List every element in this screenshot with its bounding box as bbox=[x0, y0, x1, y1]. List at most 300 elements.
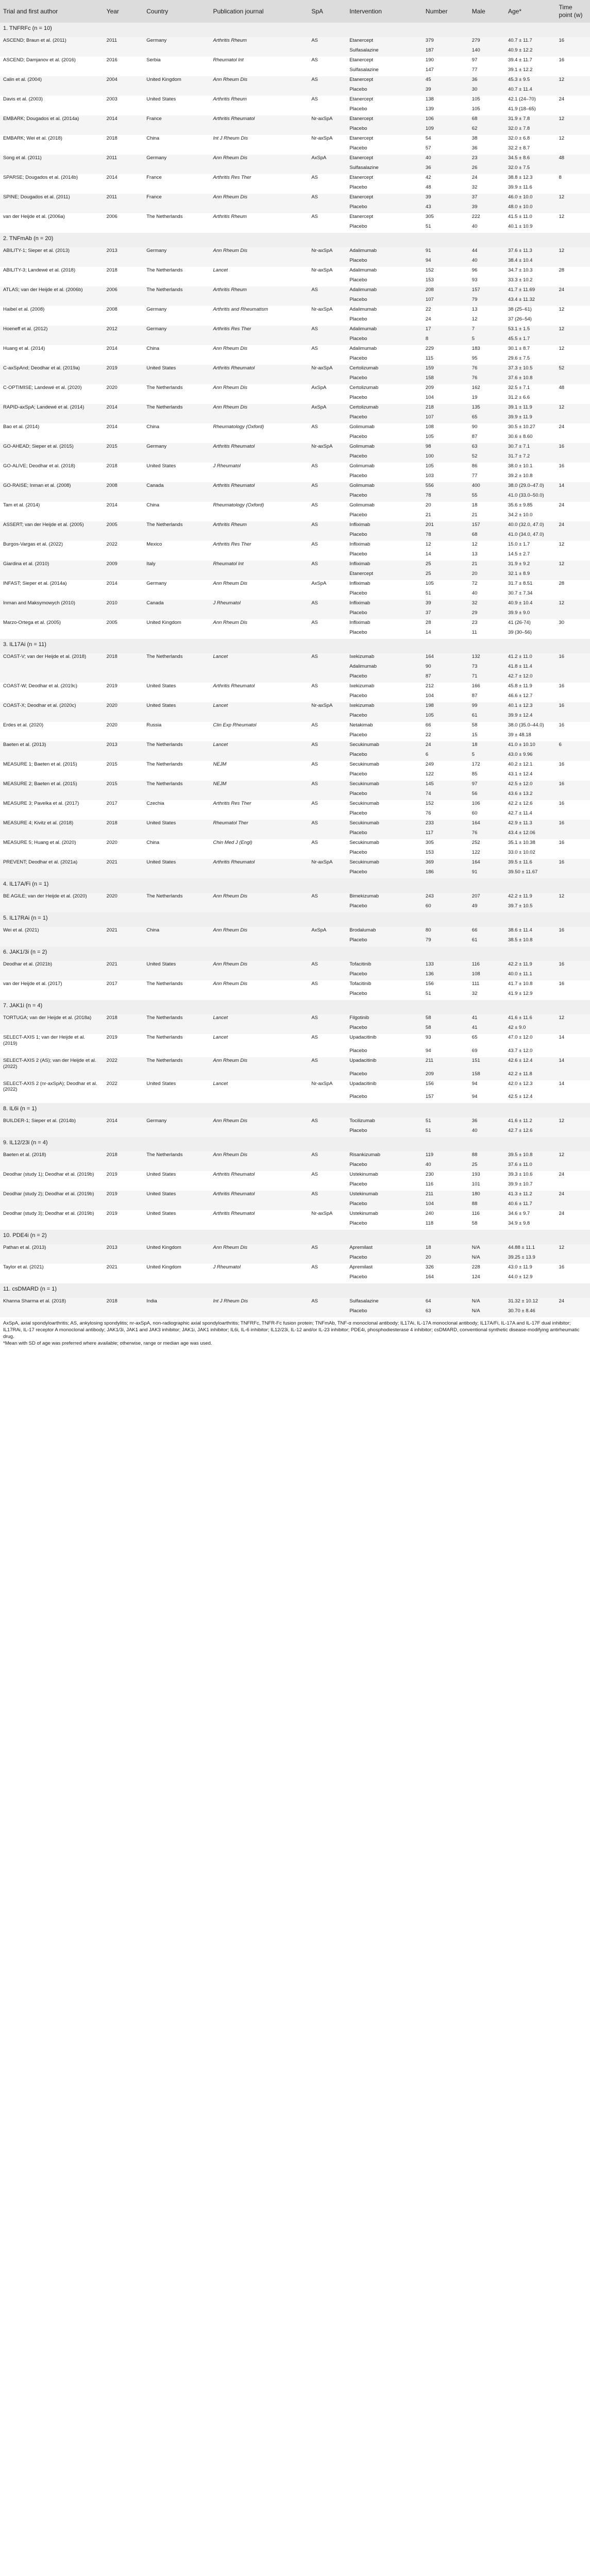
table-cell bbox=[0, 1308, 104, 1317]
table-cell: 88 bbox=[469, 1200, 505, 1210]
table-cell bbox=[210, 277, 309, 286]
table-cell: 211 bbox=[423, 1191, 469, 1200]
table-cell: AS bbox=[308, 423, 346, 433]
table-cell bbox=[555, 472, 590, 482]
table-cell: 2016 bbox=[104, 57, 144, 66]
table-cell: 39 bbox=[423, 194, 469, 204]
table-cell bbox=[143, 937, 210, 946]
table-cell: 2015 bbox=[104, 781, 144, 790]
table-cell: 97 bbox=[469, 57, 505, 66]
section-row bbox=[0, 1283, 590, 1298]
table-cell: The Netherlands bbox=[143, 781, 210, 790]
table-cell bbox=[308, 1181, 346, 1191]
table-cell: 32 bbox=[469, 990, 505, 1000]
table-cell: 140 bbox=[469, 47, 505, 57]
table-cell bbox=[308, 1254, 346, 1264]
table-cell: United States bbox=[143, 702, 210, 712]
table-cell bbox=[104, 1254, 144, 1264]
table-cell: Arthritis Rheumatol bbox=[210, 1210, 309, 1220]
table-cell: 116 bbox=[469, 961, 505, 971]
table-cell: 153 bbox=[423, 277, 469, 286]
table-cell: Placebo bbox=[346, 790, 423, 800]
table-cell bbox=[308, 204, 346, 213]
table-cell: 61 bbox=[469, 937, 505, 946]
table-cell bbox=[143, 810, 210, 820]
table-cell: Hoeneff et al. (2012) bbox=[0, 326, 104, 335]
table-cell: 36 bbox=[469, 1117, 505, 1127]
table-cell: China bbox=[143, 135, 210, 145]
table-cell bbox=[104, 204, 144, 213]
table-cell: ATLAS; van der Heijde et al. (2006b) bbox=[0, 286, 104, 296]
table-cell: 42.6 ± 12.4 bbox=[505, 1057, 555, 1071]
table-cell: 2021 bbox=[104, 1264, 144, 1274]
table-cell bbox=[210, 47, 309, 57]
table-cell: 40 bbox=[423, 155, 469, 164]
table-cell: Placebo bbox=[346, 1220, 423, 1230]
table-cell: 106 bbox=[469, 800, 505, 810]
table-cell: 41 bbox=[469, 1024, 505, 1034]
table-cell bbox=[555, 86, 590, 96]
table-cell bbox=[143, 869, 210, 878]
table-cell bbox=[210, 990, 309, 1000]
table-cell bbox=[308, 531, 346, 541]
table-cell bbox=[308, 551, 346, 561]
table-cell: AS bbox=[308, 619, 346, 629]
table-cell bbox=[143, 125, 210, 135]
table-cell bbox=[143, 492, 210, 502]
table-cell: Infliximab bbox=[346, 541, 423, 551]
section-title: 10. PDE4i (n = 2) bbox=[0, 1230, 590, 1244]
table-cell bbox=[210, 629, 309, 639]
table-cell: Clin Exp Rheumatol bbox=[210, 722, 309, 732]
table-cell: United States bbox=[143, 463, 210, 472]
table-cell: 41.6 ± 11.6 bbox=[505, 1014, 555, 1024]
table-cell bbox=[104, 590, 144, 600]
table-cell bbox=[143, 1093, 210, 1103]
table-cell: 12 bbox=[555, 1117, 590, 1127]
table-cell: 44 bbox=[469, 247, 505, 257]
table-cell: 12 bbox=[469, 316, 505, 326]
table-cell: 25 bbox=[423, 570, 469, 580]
table-cell: 124 bbox=[469, 1274, 505, 1283]
table-cell: 58 bbox=[469, 1220, 505, 1230]
table-cell bbox=[555, 335, 590, 345]
table-cell: Secukinumab bbox=[346, 761, 423, 771]
table-cell: N/A bbox=[469, 1254, 505, 1264]
table-cell bbox=[210, 355, 309, 365]
table-cell: Etanercept bbox=[346, 213, 423, 223]
table-cell: 20 bbox=[423, 502, 469, 512]
table-cell: 41.9 ± 12.9 bbox=[505, 990, 555, 1000]
table-cell: 379 bbox=[423, 37, 469, 47]
table-cell bbox=[0, 296, 104, 306]
table-cell: 12 bbox=[555, 404, 590, 414]
table-cell bbox=[210, 869, 309, 878]
table-cell bbox=[308, 971, 346, 980]
table-cell: 108 bbox=[469, 971, 505, 980]
table-cell: 12 bbox=[555, 1151, 590, 1161]
table-cell: AxSpA bbox=[308, 927, 346, 937]
table-cell: 43.1 ± 12.4 bbox=[505, 771, 555, 781]
table-cell: 2021 bbox=[104, 961, 144, 971]
table-cell bbox=[0, 1181, 104, 1191]
table-cell: Placebo bbox=[346, 829, 423, 839]
table-cell: Placebo bbox=[346, 1308, 423, 1317]
table-cell bbox=[143, 414, 210, 423]
table-cell bbox=[210, 1274, 309, 1283]
table-cell: AS bbox=[308, 600, 346, 609]
table-cell bbox=[0, 277, 104, 286]
section-title: 4. IL17A/Fi (n = 1) bbox=[0, 878, 590, 893]
section-row bbox=[0, 878, 590, 893]
table-cell: Etanercept bbox=[346, 155, 423, 164]
table-cell bbox=[210, 849, 309, 859]
table-cell: Ann Rheum Dis bbox=[210, 580, 309, 590]
table-cell: 39 bbox=[469, 204, 505, 213]
table-cell bbox=[555, 433, 590, 443]
table-cell: J Rheumatol bbox=[210, 463, 309, 472]
table-cell: The Netherlands bbox=[143, 1014, 210, 1024]
table-cell: Adalimumab bbox=[346, 286, 423, 296]
table-cell: 166 bbox=[469, 683, 505, 692]
table-cell: Arthritis Rheumatol bbox=[210, 115, 309, 125]
column-header: Number bbox=[423, 0, 469, 23]
table-cell: Nr-axSpA bbox=[308, 135, 346, 145]
table-cell: 49 bbox=[469, 903, 505, 912]
table-cell: The Netherlands bbox=[143, 1057, 210, 1071]
table-cell: 12 bbox=[555, 326, 590, 335]
table-cell bbox=[104, 1200, 144, 1210]
table-cell: Placebo bbox=[346, 184, 423, 194]
table-cell: 66 bbox=[423, 722, 469, 732]
table-cell bbox=[308, 394, 346, 404]
table-cell: 12 bbox=[555, 194, 590, 204]
table-cell: 40.2 ± 12.1 bbox=[505, 761, 555, 771]
table-cell bbox=[0, 204, 104, 213]
table-cell: 2020 bbox=[104, 702, 144, 712]
table-row bbox=[0, 174, 590, 184]
table-cell: 42.2 ± 12.6 bbox=[505, 800, 555, 810]
table-cell bbox=[308, 712, 346, 722]
table-cell bbox=[0, 257, 104, 267]
table-cell bbox=[555, 1220, 590, 1230]
table-cell: 109 bbox=[423, 125, 469, 135]
table-cell: France bbox=[143, 174, 210, 184]
table-cell bbox=[210, 184, 309, 194]
table-cell bbox=[143, 1308, 210, 1317]
section-row bbox=[0, 912, 590, 927]
table-cell: Arthritis Rheumatol bbox=[210, 859, 309, 869]
table-cell: Arthritis Rheum bbox=[210, 96, 309, 106]
table-cell: 12 bbox=[555, 247, 590, 257]
table-cell: Placebo bbox=[346, 394, 423, 404]
table-cell: 16 bbox=[555, 761, 590, 771]
table-row bbox=[0, 155, 590, 164]
table-cell: 41.0 ± 10.10 bbox=[505, 741, 555, 751]
table-cell: Arthritis Rheumatol bbox=[210, 683, 309, 692]
table-cell: Germany bbox=[143, 443, 210, 453]
table-cell: Germany bbox=[143, 155, 210, 164]
table-cell: Certolizumab bbox=[346, 384, 423, 394]
table-cell: Nr-axSpA bbox=[308, 247, 346, 257]
table-cell: MEASURE 2; Baeten et al. (2015) bbox=[0, 781, 104, 790]
table-row bbox=[0, 115, 590, 125]
table-cell: Russia bbox=[143, 722, 210, 732]
table-cell: Canada bbox=[143, 482, 210, 492]
table-row bbox=[0, 903, 590, 912]
table-cell bbox=[104, 106, 144, 115]
table-cell: Ann Rheum Dis bbox=[210, 1117, 309, 1127]
table-cell: 40.7 ± 11.4 bbox=[505, 86, 555, 96]
table-cell: 16 bbox=[555, 1264, 590, 1274]
table-cell: 46.0 ± 10.0 bbox=[505, 194, 555, 204]
table-cell bbox=[210, 570, 309, 580]
table-cell: Germany bbox=[143, 37, 210, 47]
table-cell bbox=[143, 663, 210, 673]
table-cell: 2021 bbox=[104, 927, 144, 937]
table-cell: Nr-axSpA bbox=[308, 267, 346, 277]
table-row bbox=[0, 394, 590, 404]
table-cell: 37.3 ± 10.5 bbox=[505, 365, 555, 375]
table-cell bbox=[0, 590, 104, 600]
table-cell: 34.2 ± 10.0 bbox=[505, 512, 555, 521]
table-cell bbox=[308, 570, 346, 580]
table-cell: 2013 bbox=[104, 741, 144, 751]
table-cell bbox=[308, 125, 346, 135]
table-row bbox=[0, 1093, 590, 1103]
table-cell bbox=[143, 990, 210, 1000]
table-cell: 198 bbox=[423, 702, 469, 712]
table-cell: 14 bbox=[423, 629, 469, 639]
table-cell bbox=[0, 849, 104, 859]
table-cell: Placebo bbox=[346, 869, 423, 878]
table-cell: Etanercept bbox=[346, 57, 423, 66]
table-row bbox=[0, 57, 590, 66]
table-cell bbox=[555, 531, 590, 541]
table-cell: 104 bbox=[423, 692, 469, 702]
table-cell bbox=[210, 1071, 309, 1080]
table-cell: Secukinumab bbox=[346, 741, 423, 751]
table-cell: J Rheumatol bbox=[210, 1264, 309, 1274]
table-cell: 77 bbox=[469, 472, 505, 482]
table-cell bbox=[210, 492, 309, 502]
table-cell: 38.4 ± 10.4 bbox=[505, 257, 555, 267]
table-cell bbox=[0, 66, 104, 76]
table-cell bbox=[0, 1071, 104, 1080]
table-row bbox=[0, 971, 590, 980]
table-cell: 24 bbox=[555, 521, 590, 531]
table-cell: 2008 bbox=[104, 306, 144, 316]
table-cell: 2006 bbox=[104, 286, 144, 296]
table-cell: SPARSE; Dougados et al. (2014b) bbox=[0, 174, 104, 184]
table-cell: 39.3 ± 10.6 bbox=[505, 1171, 555, 1181]
table-row bbox=[0, 492, 590, 502]
table-cell: France bbox=[143, 115, 210, 125]
table-cell: COAST-W; Deodhar et al. (2019c) bbox=[0, 683, 104, 692]
table-cell: 24 bbox=[555, 1298, 590, 1308]
table-cell: 190 bbox=[423, 57, 469, 66]
table-cell bbox=[308, 414, 346, 423]
table-cell: 38.0 ± 10.1 bbox=[505, 463, 555, 472]
table-cell: 31.2 ± 6.6 bbox=[505, 394, 555, 404]
table-cell: 30.1 ± 8.7 bbox=[505, 345, 555, 355]
table-cell: 63 bbox=[469, 443, 505, 453]
table-cell: 2014 bbox=[104, 115, 144, 125]
table-cell: 2020 bbox=[104, 722, 144, 732]
table-cell bbox=[308, 903, 346, 912]
table-cell: Arthritis Res Ther bbox=[210, 174, 309, 184]
table-cell: 43 bbox=[423, 204, 469, 213]
table-cell bbox=[104, 869, 144, 878]
table-cell: 48.0 ± 10.0 bbox=[505, 204, 555, 213]
table-cell bbox=[0, 106, 104, 115]
table-cell: Placebo bbox=[346, 355, 423, 365]
table-cell: 228 bbox=[469, 1264, 505, 1274]
table-row bbox=[0, 893, 590, 903]
table-row bbox=[0, 600, 590, 609]
table-cell: The Netherlands bbox=[143, 653, 210, 663]
table-cell: 12 bbox=[555, 1244, 590, 1254]
table-cell: 30.7 ± 7.34 bbox=[505, 590, 555, 600]
table-cell bbox=[555, 551, 590, 561]
table-cell: Lancet bbox=[210, 653, 309, 663]
table-cell: Ann Rheum Dis bbox=[210, 980, 309, 990]
table-cell: 64 bbox=[423, 1298, 469, 1308]
table-cell bbox=[143, 1220, 210, 1230]
table-row bbox=[0, 732, 590, 741]
table-cell: Ann Rheum Dis bbox=[210, 247, 309, 257]
table-cell: 2013 bbox=[104, 247, 144, 257]
table-cell bbox=[0, 771, 104, 781]
table-cell: 42.5 ± 12.0 bbox=[505, 781, 555, 790]
table-cell: MEASURE 5; Huang et al. (2020) bbox=[0, 839, 104, 849]
table-row bbox=[0, 443, 590, 453]
table-cell: The Netherlands bbox=[143, 404, 210, 414]
table-cell: 12 bbox=[555, 561, 590, 570]
table-cell bbox=[143, 223, 210, 233]
table-cell: 40.9 ± 12.2 bbox=[505, 47, 555, 57]
table-cell: 32.5 ± 7.1 bbox=[505, 384, 555, 394]
table-cell bbox=[104, 790, 144, 800]
table-cell: Secukinumab bbox=[346, 781, 423, 790]
table-row bbox=[0, 1057, 590, 1071]
table-cell: Placebo bbox=[346, 512, 423, 521]
table-cell: 91 bbox=[469, 869, 505, 878]
table-cell: 369 bbox=[423, 859, 469, 869]
table-cell bbox=[210, 433, 309, 443]
table-cell bbox=[555, 1274, 590, 1283]
table-cell: 105 bbox=[423, 712, 469, 722]
table-row bbox=[0, 433, 590, 443]
table-cell bbox=[308, 433, 346, 443]
table-cell: 66 bbox=[469, 927, 505, 937]
table-cell: 233 bbox=[423, 820, 469, 829]
table-cell bbox=[555, 106, 590, 115]
table-cell bbox=[0, 673, 104, 683]
table-row bbox=[0, 345, 590, 355]
table-cell bbox=[0, 1274, 104, 1283]
table-cell: 39.9 ± 11.9 bbox=[505, 414, 555, 423]
table-cell bbox=[0, 1093, 104, 1103]
table-cell bbox=[0, 551, 104, 561]
table-cell: AS bbox=[308, 820, 346, 829]
table-cell: 12 bbox=[555, 213, 590, 223]
table-cell: Placebo bbox=[346, 492, 423, 502]
table-cell: 147 bbox=[423, 66, 469, 76]
table-cell bbox=[143, 531, 210, 541]
table-cell: 43.0 ± 11.9 bbox=[505, 1264, 555, 1274]
section-title: 7. JAK1i (n = 4) bbox=[0, 1000, 590, 1014]
table-cell: Deodhar (study 2); Deodhar et al. (2019b) bbox=[0, 1191, 104, 1200]
table-cell: 12 bbox=[555, 1014, 590, 1024]
table-row bbox=[0, 106, 590, 115]
table-cell bbox=[104, 771, 144, 781]
table-cell: 135 bbox=[469, 404, 505, 414]
table-cell: United Kingdom bbox=[143, 1264, 210, 1274]
table-cell: 39 bbox=[423, 86, 469, 96]
table-cell: 400 bbox=[469, 482, 505, 492]
table-cell: 44.88 ± 11.1 bbox=[505, 1244, 555, 1254]
table-cell bbox=[308, 1308, 346, 1317]
table-cell: Placebo bbox=[346, 433, 423, 443]
table-cell: Tam et al. (2014) bbox=[0, 502, 104, 512]
table-cell: Ustekinumab bbox=[346, 1210, 423, 1220]
table-cell bbox=[0, 394, 104, 404]
table-cell: 24 bbox=[423, 316, 469, 326]
table-cell: United States bbox=[143, 820, 210, 829]
table-cell: SELECT-AXIS 1; van der Heijde et al. (2019) bbox=[0, 1034, 104, 1047]
table-cell: 76 bbox=[469, 375, 505, 384]
table-cell: 2019 bbox=[104, 365, 144, 375]
table-cell: Pathan et al. (2013) bbox=[0, 1244, 104, 1254]
table-cell: United Kingdom bbox=[143, 76, 210, 86]
table-cell bbox=[308, 1127, 346, 1137]
table-cell bbox=[143, 204, 210, 213]
table-row bbox=[0, 482, 590, 492]
table-cell: 183 bbox=[469, 345, 505, 355]
table-cell: 25 bbox=[469, 1161, 505, 1171]
table-cell bbox=[0, 125, 104, 135]
table-cell: 30.6 ± 8.60 bbox=[505, 433, 555, 443]
table-cell: 2008 bbox=[104, 482, 144, 492]
table-cell: United States bbox=[143, 365, 210, 375]
table-cell: 2019 bbox=[104, 1210, 144, 1220]
table-cell: 2013 bbox=[104, 1244, 144, 1254]
table-cell bbox=[308, 1093, 346, 1103]
table-cell: 60 bbox=[469, 810, 505, 820]
table-cell: 13 bbox=[469, 306, 505, 316]
table-cell bbox=[104, 990, 144, 1000]
table-header-row bbox=[0, 0, 590, 23]
table-cell: Etanercept bbox=[346, 76, 423, 86]
table-cell bbox=[308, 335, 346, 345]
table-row bbox=[0, 125, 590, 135]
table-cell: Adalimumab bbox=[346, 306, 423, 316]
table-cell: Certolizumab bbox=[346, 404, 423, 414]
table-cell bbox=[0, 47, 104, 57]
table-cell: 39 ± 48.18 bbox=[505, 732, 555, 741]
table-cell bbox=[308, 663, 346, 673]
table-cell: 51 bbox=[423, 1117, 469, 1127]
table-cell bbox=[555, 1181, 590, 1191]
table-cell bbox=[210, 204, 309, 213]
table-cell: 115 bbox=[423, 355, 469, 365]
table-cell: 16 bbox=[555, 859, 590, 869]
table-cell bbox=[104, 433, 144, 443]
table-row bbox=[0, 1308, 590, 1317]
table-cell bbox=[210, 145, 309, 155]
table-cell bbox=[104, 570, 144, 580]
